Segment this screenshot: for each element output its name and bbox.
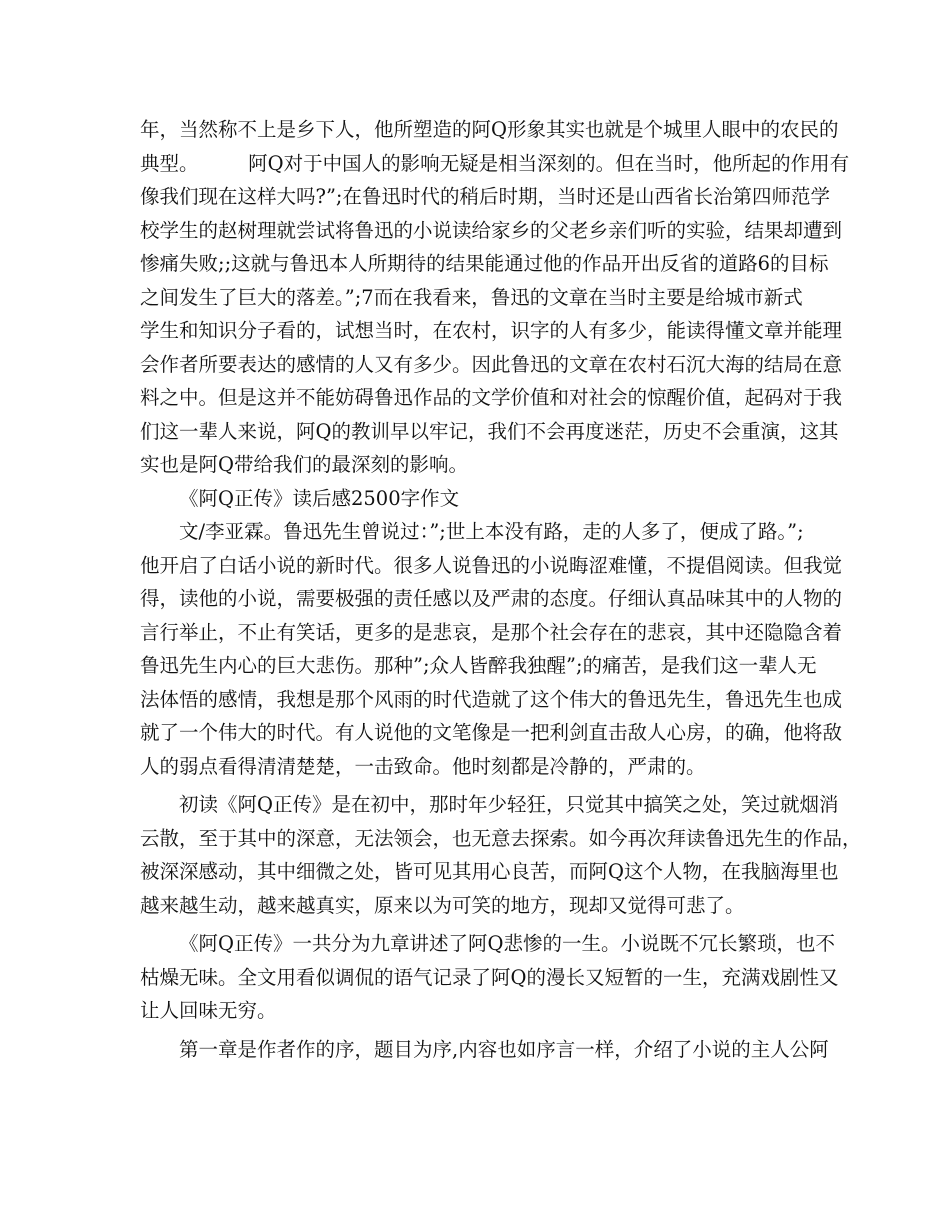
text-line: 第一章是作者作的序，题目为序,内容也如序言一样，介绍了小说的主人公阿 [179,1037,829,1061]
text-line: 让人回味无穷。 [140,999,277,1022]
text-line: 文/李亚霖。鲁迅先生曾说过：”;世上本没有路，走的人多了，便成了路。”; [179,520,804,543]
text-line: 他开启了白话小说的新时代。很多人说鲁迅的小说晦涩难懂，不提倡阅读。但我觉 [140,553,843,577]
section-heading: 《阿Q正传》读后感2500字作文 [179,486,460,510]
text-line: 校学生的赵树理就尝试将鲁迅的小说读给家乡的父老乡亲们听的实验，结果却遭到 [140,218,843,242]
text-line: 鲁迅先生内心的巨大悲伤。那种”;众人皆醉我独醒”;的痛苦，是我们这一辈人无 [140,654,817,677]
text-line: 实也是阿Q带给我们的最深刻的影响。 [140,453,468,476]
text-line: 典型。 阿Q对于中国人的影响无疑是相当深刻的。但在当时，他所起的作用有 [140,151,850,175]
text-line: 们这一辈人来说，阿Q的教训早以牢记，我们不会再度迷茫，历史不会重演，这其 [140,419,839,443]
text-line: 《阿Q正传》一共分为九章讲述了阿Q悲惨的一生。小说既不冗长繁琐，也不 [179,932,835,955]
document-body [140,113,862,1066]
text-line: 会作者所要表达的感情的人又有多少。因此鲁迅的文章在农村石沉大海的结局在意 [140,352,843,376]
text-line: 像我们现在这样大吗?”;在鲁迅时代的稍后时期，当时还是山西省长治第四师范学 [140,185,830,208]
text-line: 云散，至于其中的深意，无法领会，也无意去探索。如今再次拜读鲁迅先生的作品， [140,826,862,850]
text-line: 人的弱点看得清清楚楚，一击致命。他时刻都是冷静的，严肃的。 [140,754,706,778]
text-line: 枯燥无味。全文用看似调侃的语气记录了阿Q的漫长又短暂的一生，充满戏剧性又 [140,965,839,989]
text-line: 料之中。但是这并不能妨碍鲁迅作品的文学价值和对社会的惊醒价值，起码对于我 [140,386,843,409]
text-line: 言行举止，不止有笑话，更多的是悲哀，是那个社会存在的悲哀，其中还隐隐含着 [140,620,843,644]
text-line: 年，当然称不上是乡下人，他所塑造的阿Q形象其实也就是个城里人眼中的农民的 [140,118,839,141]
text-line: 初读《阿Q正传》是在初中，那时年少轻狂，只觉其中搞笑之处，笑过就烟消 [179,793,839,816]
text-line: 越来越生动，越来越真实，原来以为可笑的地方，现却又觉得可悲了。 [140,893,745,917]
text-line: 被深深感动，其中细微之处，皆可见其用心良苦，而阿Q这个人物，在我脑海里也 [140,860,839,883]
text-line: 学生和知识分子看的，试想当时，在农村，识字的人有多少，能读得懂文章并能理 [140,319,843,342]
text-line: 之间发生了巨大的落差。”;7而在我看来，鲁迅的文章在当时主要是给城市新式 [140,285,803,309]
text-line: 法体悟的感情，我想是那个风雨的时代造就了这个伟大的鲁迅先生，鲁迅先生也成 [140,687,843,711]
text-line: 就了一个伟大的时代。有人说他的文笔像是一把利剑直击敌人心房，的确，他将敌 [140,721,843,744]
text-line: 惨痛失败;;这就与鲁迅本人所期待的结果能通过他的作品开出反省的道路6的目标 [140,252,829,275]
text-line: 得，读他的小说，需要极强的责任感以及严肃的态度。仔细认真品味其中的人物的 [140,587,843,610]
